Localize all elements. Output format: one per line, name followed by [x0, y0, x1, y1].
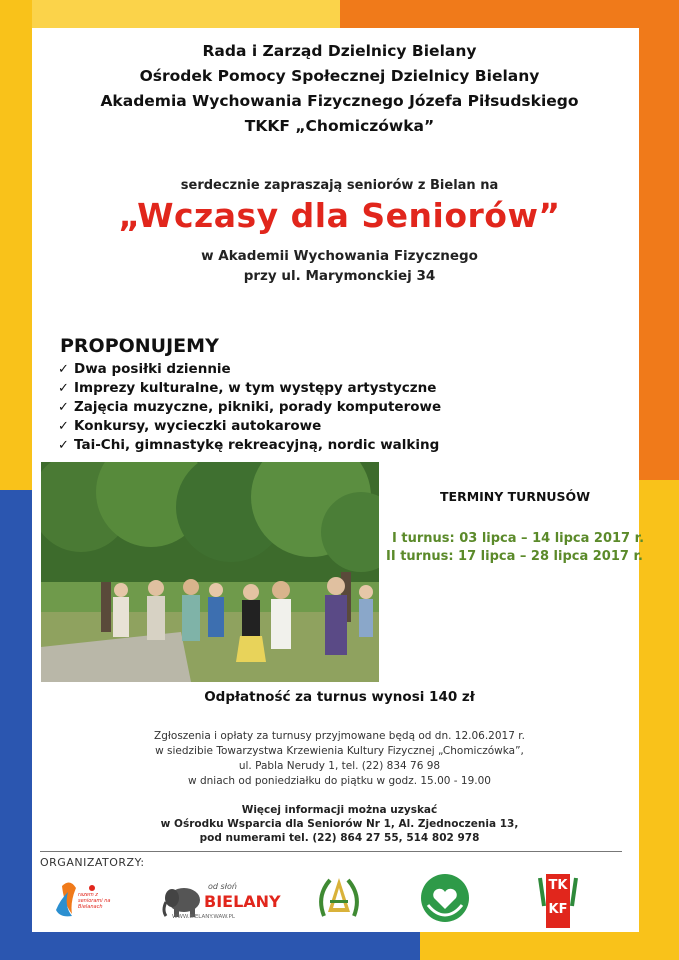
bielany-logo-top: od słoń	[208, 882, 237, 891]
more-info-line-3: pod numerami tel. (22) 864 27 55, 514 802 978	[199, 832, 480, 844]
list-item: ✓ Imprezy kulturalne, w tym występy artystyczne	[58, 380, 437, 396]
frame-yellow-right	[639, 480, 679, 960]
invite-text: serdecznie zapraszają seniorów z Bielan na	[180, 178, 499, 193]
opieka-logo-text: razem z seniorami na Bielanach	[78, 892, 111, 910]
list-item: ✓ Zajęcia muzyczne, pikniki, porady komputerowe	[58, 399, 442, 415]
venue-line-2: przy ul. Marymonckiej 34	[243, 268, 436, 284]
awf-logo	[316, 872, 362, 922]
organizer-line-2: Ośrodek Pomocy Społecznej Dzielnicy Bielany	[139, 67, 540, 85]
fee-text: Odpłatność za turnus wynosi 140 zł	[204, 689, 475, 705]
organizer-line-3: Akademia Wychowania Fizycznego Józefa Piłsudskiego	[100, 92, 579, 110]
list-item: ✓ Tai-Chi, gimnastykę rekreacyjną, nordic walking	[58, 437, 440, 453]
list-item: ✓ Konkursy, wycieczki autokarowe	[58, 418, 322, 434]
venue-line-1: w Akademii Wychowania Fizycznego	[201, 248, 478, 264]
frame-yellow-bottom	[420, 932, 679, 960]
term-2: II turnus: 17 lipca – 28 lipca 2017 r.	[386, 549, 643, 564]
terms-heading: TERMINY TURNUSÓW	[440, 489, 590, 504]
opieka-logo	[52, 878, 122, 928]
tkkf-logo-top: TK	[548, 878, 568, 893]
more-info	[0, 803, 679, 845]
organizer-line-4: TKKF „Chomiczówka”	[244, 117, 435, 135]
more-info-line-2: w Ośrodku Wsparcia dla Seniorów Nr 1, Al. Zjednoczenia 13,	[160, 818, 519, 830]
event-title: „Wczasy dla Seniorów”	[118, 196, 561, 235]
registration-info	[0, 729, 679, 789]
frame-blue-bottom	[0, 932, 420, 960]
bielany-logo-url: WWW.BIELANY.WAW.PL	[172, 914, 235, 920]
list-item: ✓ Dwa posiłki dziennie	[58, 361, 231, 377]
registration-line-3: ul. Pabla Nerudy 1, tel. (22) 834 76 98	[238, 760, 441, 772]
offer-list	[58, 360, 441, 455]
checkmark-icon: ✓	[58, 419, 69, 434]
tkkf-logo-bottom: KF	[548, 902, 568, 917]
divider	[40, 851, 622, 852]
organizer-line-1: Rada i Zarząd Dzielnicy Bielany	[202, 42, 477, 60]
checkmark-icon: ✓	[58, 438, 69, 453]
organizers-label: ORGANIZATORZY:	[40, 856, 145, 869]
checkmark-icon: ✓	[58, 400, 69, 415]
tkkf-logo	[536, 870, 580, 932]
registration-line-1: Zgłoszenia i opłaty za turnusy przyjmowane będą od dn. 12.06.2017 r.	[154, 730, 525, 742]
term-1: I turnus: 03 lipca – 14 lipca 2017 r.	[392, 531, 645, 546]
heart-hands-logo	[418, 873, 472, 923]
bielany-logo	[160, 880, 282, 924]
bielany-logo-main: BIELANY	[204, 892, 281, 911]
checkmark-icon: ✓	[58, 362, 69, 377]
frame-blue-left	[0, 490, 32, 960]
checkmark-icon: ✓	[58, 381, 69, 396]
registration-line-2: w siedzibie Towarzystwa Krzewienia Kultury Fizycznej „Chomiczówka”,	[155, 745, 524, 757]
offer-heading: PROPONUJEMY	[60, 335, 219, 357]
registration-line-4: w dniach od poniedziałku do piątku w godz. 15.00 - 19.00	[188, 775, 491, 787]
frame-yellow-topleft	[0, 0, 340, 28]
more-info-line-1: Więcej informacji można uzyskać	[241, 804, 438, 816]
frame-orange-top	[340, 0, 679, 28]
seniors-dancing-photo	[41, 462, 379, 682]
